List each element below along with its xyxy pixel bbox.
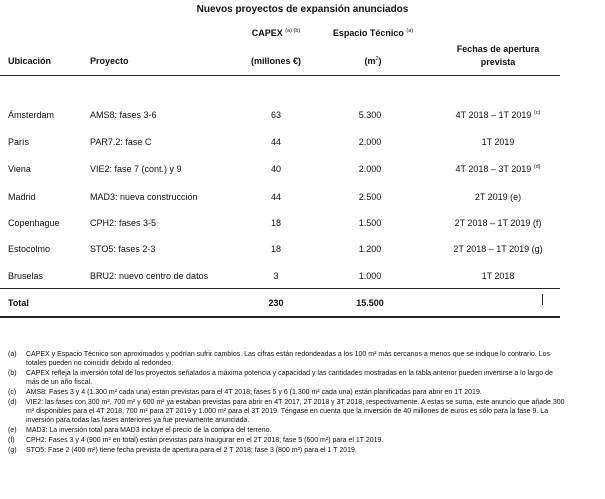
table-title: Nuevos proyectos de expansión anunciados — [196, 4, 409, 15]
header-ubicacion: Ubicación — [8, 56, 52, 66]
cell-capex: 18 — [270, 244, 281, 254]
cell-espacio: 2.000 — [358, 164, 382, 174]
cell-capex: 40 — [270, 164, 281, 174]
cell-fecha: 2T 2019 (e) — [474, 192, 522, 202]
bottom-rule — [0, 316, 560, 318]
footnote-text: AMS8: Fases 3 y 4 (1.300 m² cada una) están previstas para el 4T 2018; fases 5 y 6 (1.300 m² cada una) están planificadas para abrir en 1T 2019. — [26, 389, 482, 396]
header-espacio-unit-open: (m — [364, 56, 376, 66]
header-capex — [226, 27, 326, 40]
cell-fecha: 1T 2018 — [481, 271, 515, 281]
total-espacio: 15.500 — [356, 298, 384, 308]
header-proyecto: Proyecto — [90, 56, 129, 66]
cell-espacio: 1.200 — [358, 244, 382, 254]
footnote-e — [8, 426, 568, 435]
header-espacio-unit-sup: 2 — [375, 56, 379, 62]
cell-espacio: 1.000 — [358, 271, 382, 281]
header-espacio-label: Espacio Técnico — [332, 28, 404, 38]
header-rule — [0, 75, 560, 76]
header-espacio-unit — [318, 55, 428, 68]
total-label: Total — [8, 298, 29, 308]
cell-proyecto: CPH2: fases 3-5 — [90, 218, 157, 228]
cell-ubicacion: París — [8, 137, 30, 147]
cell-fecha: 2T 2018 – 1T 2019 (g) — [453, 244, 543, 254]
header-espacio — [318, 27, 428, 40]
footnote-label: (a) — [8, 351, 17, 358]
footnote-a — [8, 350, 568, 368]
cell-capex: 3 — [273, 271, 279, 281]
cell-capex: 44 — [270, 192, 281, 202]
cell-ubicacion: Viena — [8, 164, 31, 174]
header-espacio-sup: (a) — [406, 28, 414, 34]
cell-fecha-text: 4T 2018 – 1T 2019 — [455, 110, 532, 120]
footnote-text: CPH2: Fases 3 y 4 (900 m² en total) están previstas para inaugurar en el 2T 2018; fase 5 (600 m²) para el 1T 2019. — [26, 437, 384, 444]
cell-proyecto: VIE2: fase 7 (cont.) y 9 — [90, 164, 182, 174]
footnote-text: MAD3: La inversión total para MAD3 incluye el precio de la compra del terreno. — [26, 427, 272, 434]
cell-proyecto: BRU2: nuevo centro de datos — [90, 271, 209, 281]
cell-espacio: 2.500 — [358, 192, 382, 202]
cell-espacio: 5.300 — [358, 110, 382, 120]
footnote-label: (d) — [8, 399, 17, 406]
total-rule — [0, 288, 560, 289]
footnote-f — [8, 436, 568, 445]
header-capex-label: CAPEX — [251, 28, 283, 38]
text-cursor — [542, 294, 543, 305]
cell-fecha-sup: (c) — [533, 110, 541, 116]
footnote-label: (b) — [8, 370, 17, 377]
header-fechas-line1: Fechas de apertura — [456, 44, 540, 54]
total-capex: 230 — [268, 298, 284, 308]
cell-fecha — [418, 164, 578, 175]
footnotes — [8, 350, 568, 456]
cell-capex: 44 — [270, 137, 281, 147]
cell-proyecto: AMS8: fases 3-6 — [90, 110, 157, 120]
footnote-g — [8, 446, 568, 455]
footnote-text: STO5: Fase 2 (400 m²) tiene fecha prevista de apertura para el 2 T 2018; fase 3 (800 m²) para el 1 T 2019. — [26, 447, 357, 454]
footnote-label: (c) — [8, 389, 17, 396]
header-fechas — [418, 43, 578, 69]
cell-capex: 18 — [270, 218, 281, 228]
cell-fecha — [418, 110, 578, 121]
cell-ubicacion: Madrid — [8, 192, 36, 202]
header-espacio-unit-close: ) — [378, 56, 382, 66]
footnote-label: (f) — [8, 437, 15, 444]
cell-fecha-sup: (d) — [533, 164, 541, 170]
footnote-text: CAPEX refleja la inversión total de los proyectos señalados a máxima potencia y capacidad y las cantidades mostradas en la tabla anterior pueden invertirse a lo largo de más de un año fiscal. — [26, 370, 553, 386]
cell-espacio: 1.500 — [358, 218, 382, 228]
cell-ubicacion: Ámsterdam — [8, 110, 55, 120]
footnote-c — [8, 388, 568, 397]
header-capex-unit: (millones €) — [250, 56, 301, 66]
cell-proyecto: PAR7.2: fase C — [90, 137, 152, 147]
footnote-label: (e) — [8, 427, 17, 434]
header-fechas-line2: prevista — [480, 57, 516, 67]
footnote-d — [8, 398, 568, 425]
footnote-text: VIE2: las fases con 300 m², 700 m² y 600 m² ya estaban previstas para abrir en 4T 2017, 2T 2018 y 3T 2018, respectivamente. A estas se suma, este anuncio que añade 300 m² disponibles para el 4T 2018, 700 m² para 2T 2019 y 1.000 m² para el 3T 2019. Téngase en cuenta que la inversión de 40 millones de euros es sólo para la fase 9. La inversión para todas las fases anteriores ya fue previamente anunciada. — [26, 399, 565, 424]
cell-fecha: 2T 2018 – 1T 2019 (f) — [454, 218, 542, 228]
cell-espacio: 2.000 — [358, 137, 382, 147]
footnote-b — [8, 369, 568, 387]
cell-fecha-text: 4T 2018 – 3T 2019 — [455, 164, 532, 174]
cell-proyecto: MAD3: nueva construcción — [90, 192, 198, 202]
cell-ubicacion: Bruselas — [8, 271, 44, 281]
cell-proyecto: STO5: fases 2-3 — [90, 244, 156, 254]
header-capex-sup: (a) (b) — [285, 28, 301, 34]
footnote-text: CAPEX y Espacio Técnico son aproximados y podrían sufrir cambios. Las cifras están redondeadas a los 100 m² más cercanos a menos que se indique lo contrario. Los totales pueden no coincidir debido al redondeo. — [26, 351, 550, 367]
cell-capex: 63 — [270, 110, 281, 120]
cell-ubicacion: Copenhague — [8, 218, 60, 228]
cell-fecha: 1T 2019 — [481, 137, 515, 147]
footnote-label: (g) — [8, 447, 17, 454]
cell-ubicacion: Estocolmo — [8, 244, 51, 254]
